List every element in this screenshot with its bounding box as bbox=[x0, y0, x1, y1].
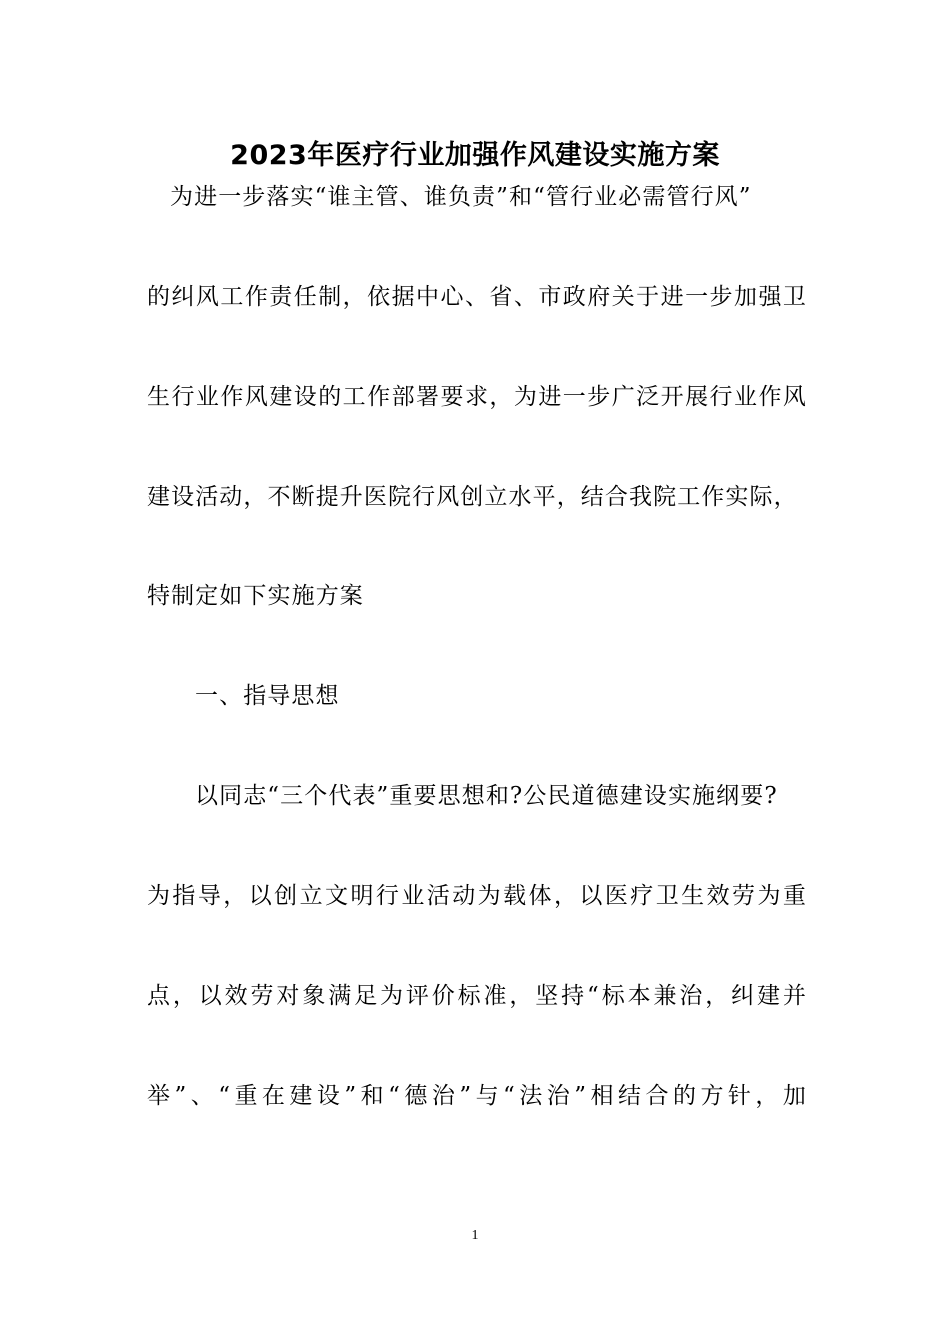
paragraph-line: 特制定如下实施方案 bbox=[147, 583, 364, 609]
paragraph-line: 生行业作风建设的工作部署要求，为进一步广泛开展行业作风 bbox=[147, 384, 807, 410]
page-number: 1 bbox=[471, 1228, 479, 1243]
paragraph-line: 为指导，以创立文明行业活动为载体，以医疗卫生效劳为重 bbox=[147, 883, 807, 909]
paragraph-line: 的纠风工作责任制，依据中心、省、市政府关于进一步加强卫 bbox=[147, 284, 807, 310]
paragraph-line: 点，以效劳对象满足为评价标准，坚持“标本兼治，纠建并 bbox=[147, 983, 807, 1009]
section-heading: 一、指导思想 bbox=[195, 683, 340, 709]
document-title: 2023年医疗行业加强作风建设实施方案 bbox=[230, 140, 720, 171]
paragraph-line: 以同志“三个代表”重要思想和?公民道德建设实施纲要? bbox=[195, 783, 778, 809]
paragraph-line: 举”、“重在建设”和“德治”与“法治”相结合的方针，加 bbox=[147, 1083, 807, 1109]
paragraph-line: 为进一步落实“谁主管、谁负责”和“管行业必需管行风” bbox=[170, 184, 752, 210]
paragraph-line: 建设活动，不断提升医院行风创立水平，结合我院工作实际， bbox=[147, 484, 798, 510]
